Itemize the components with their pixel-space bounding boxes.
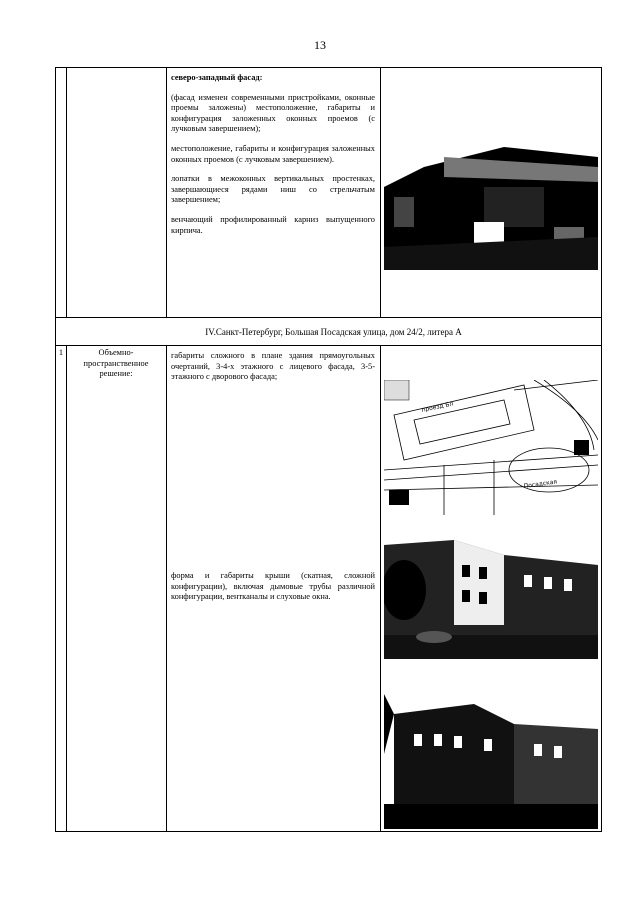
item-number: 1 — [58, 348, 64, 357]
row-divider-2 — [55, 345, 602, 346]
building-facade-photo — [384, 127, 598, 270]
facade-heading: северо-западный фасад: — [171, 73, 263, 82]
street-view-photo — [384, 535, 598, 659]
courtyard-photo — [384, 694, 598, 829]
table-border-top — [55, 67, 602, 68]
table-border-left — [55, 67, 56, 831]
row-divider-1 — [55, 317, 602, 318]
facade-paragraph-2: местоположение, габариты и конфигурация заложенных оконных проемов (с лучковым завершением). — [171, 143, 375, 164]
table-col-divider-2 — [166, 67, 167, 317]
table-col-divider-3b — [380, 345, 381, 831]
item-description-2: форма и габариты крыши (скатная, сложной конфигурации), включая дымовые трубы различной конфигурации, вентканалы и слуховые окна. — [171, 571, 375, 602]
table-col-divider-1b — [66, 345, 67, 831]
page-number: 13 — [314, 38, 326, 52]
section-header: IV.Санкт-Петербург, Большая Посадская улица, дом 24/2, литера А — [205, 327, 462, 337]
facade-paragraph-4: венчающий профилированный карниз выпущенного кирпича. — [171, 214, 375, 235]
site-plan-map — [384, 380, 598, 515]
item-category: Объемно-пространственное решение: — [83, 348, 149, 379]
table-col-divider-1 — [66, 67, 67, 317]
map-label-1: проезд Бл — [420, 400, 455, 414]
table-col-divider-3 — [380, 67, 381, 317]
facade-paragraph-3: лопатки в межоконных вертикальных простенках, завершающиеся рядами ниш со стрельчатым завершением; — [171, 174, 375, 205]
facade-paragraph-1: (фасад изменен современными пристройками, оконные проемы заложены) местоположение, габариты и конфигурация заложенных оконных проемов (с лучковым завершением); — [171, 92, 375, 134]
item-description-1: габариты сложного в плане здания прямоугольных очертаний, 3-4-х этажного с лицевого фасада, 3-5-этажного с дворового фасада; — [171, 351, 375, 382]
table-border-right — [601, 67, 602, 831]
table-col-divider-2b — [166, 345, 167, 831]
table-border-bottom — [55, 831, 602, 832]
top-row-description — [171, 73, 375, 245]
map-label-2: Посадская — [523, 478, 558, 490]
